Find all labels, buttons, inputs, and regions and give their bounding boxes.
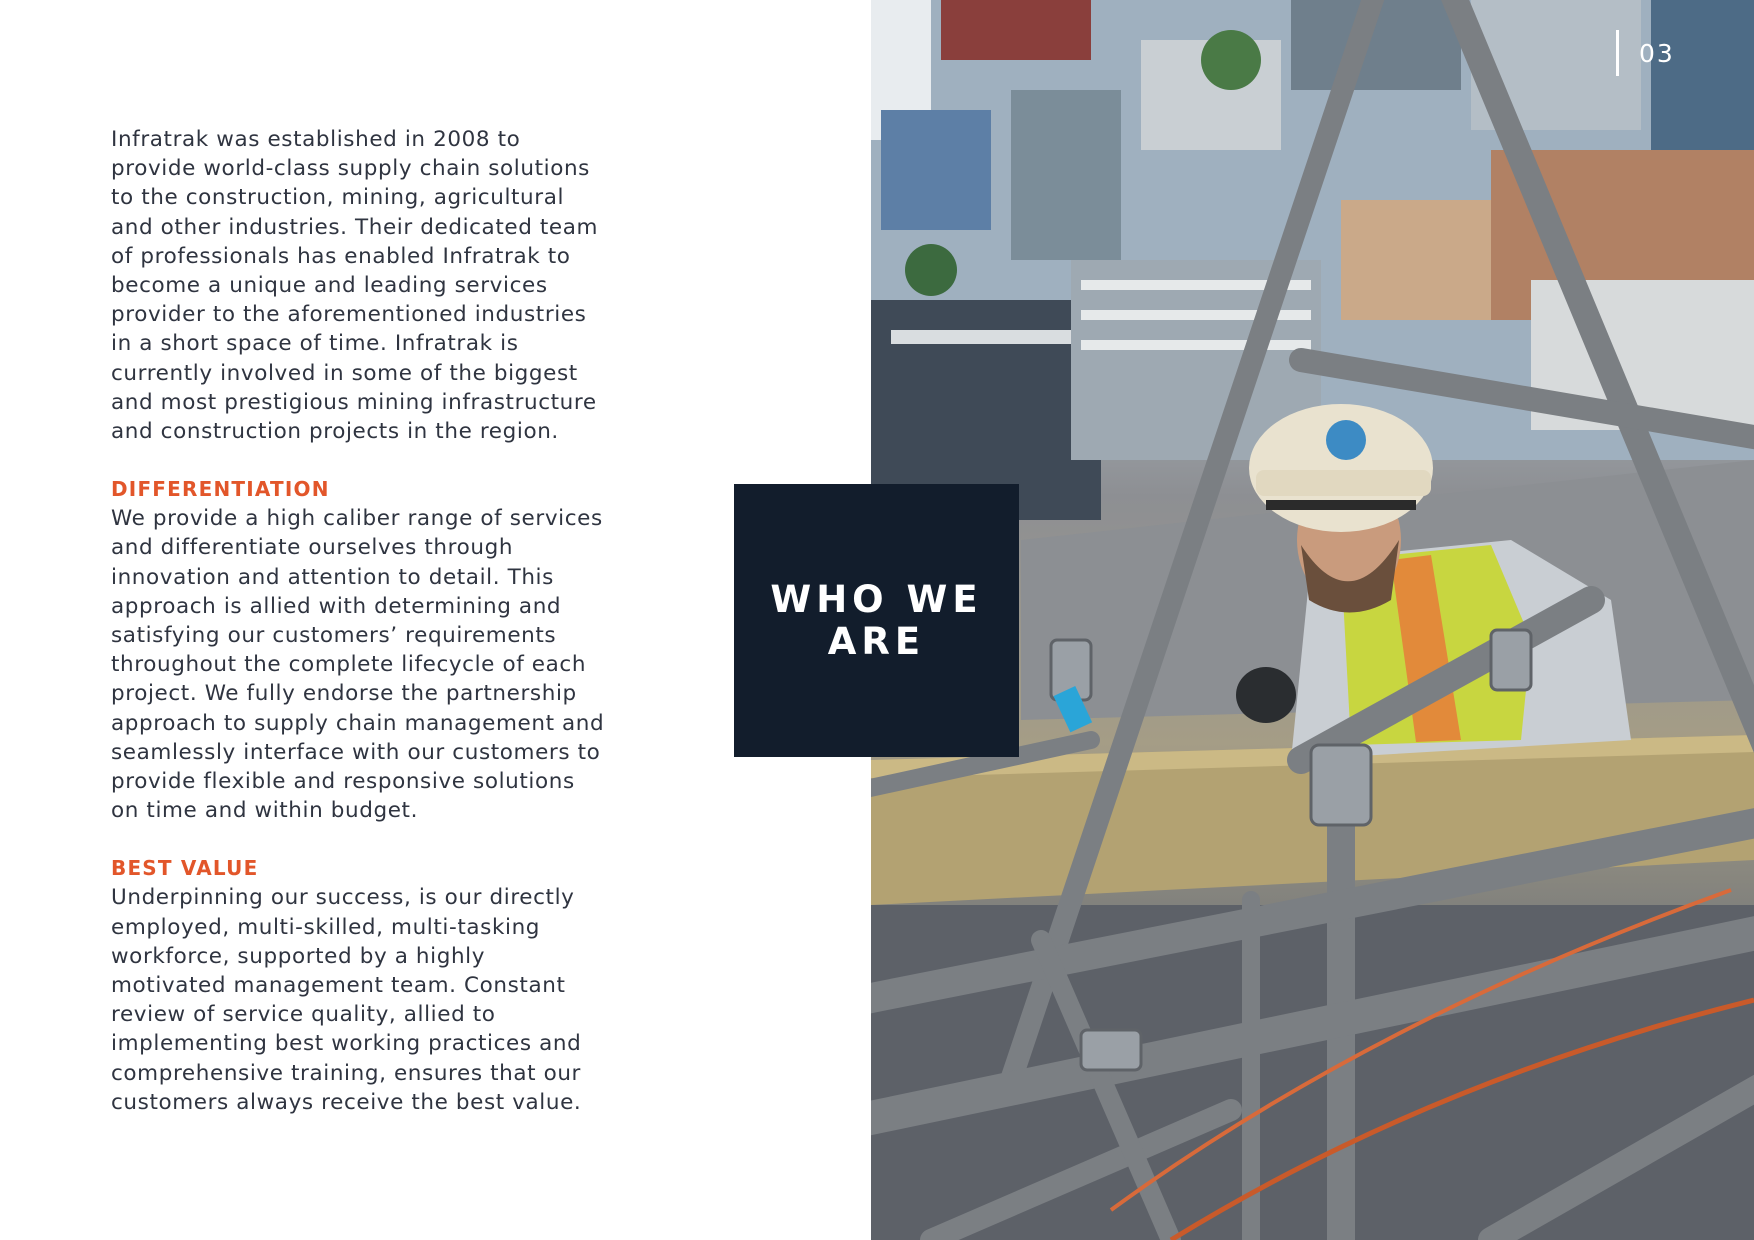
- differentiation-heading: DIFFERENTIATION: [111, 477, 330, 502]
- section-title: WHO WE ARE: [770, 577, 983, 663]
- differentiation-paragraph: We provide a high caliber range of services and differentiate ourselves through innovation and attention to detail. This approach is allied with determining and satisfying our customers’ requirements throughout the complete lifecycle of each project. We fully endorse the partnership approach to supply chain management and seamlessly interface with our customers to provide flexible and responsive solutions on time and within budget.: [111, 506, 605, 824]
- best-value-paragraph: Underpinning our success, is our directly employed, multi-skilled, multi-tasking workforce, supported by a highly motivated management team. Constant review of service quality, allied to implementing best working practices and comprehensive training, ensures that our customers always receive the best value.: [111, 885, 582, 1115]
- page-number: 03: [1639, 38, 1675, 68]
- intro-paragraph: Infratrak was established in 2008 to provide world-class supply chain solutions to the construction, mining, agricultural and other industries. Their dedicated team of professionals has enabled Infratrak to become a unique and leading services provider to the aforementioned industries in a short space of time. Infratrak is currently involved in some of the biggest and most prestigious mining infrastructure and construction projects in the region.: [111, 127, 599, 445]
- body-text-column: [111, 125, 651, 1117]
- section-title-box: [734, 484, 1019, 757]
- page-number-block: [1616, 30, 1675, 76]
- page-number-divider: [1616, 30, 1619, 76]
- best-value-heading: BEST VALUE: [111, 856, 259, 881]
